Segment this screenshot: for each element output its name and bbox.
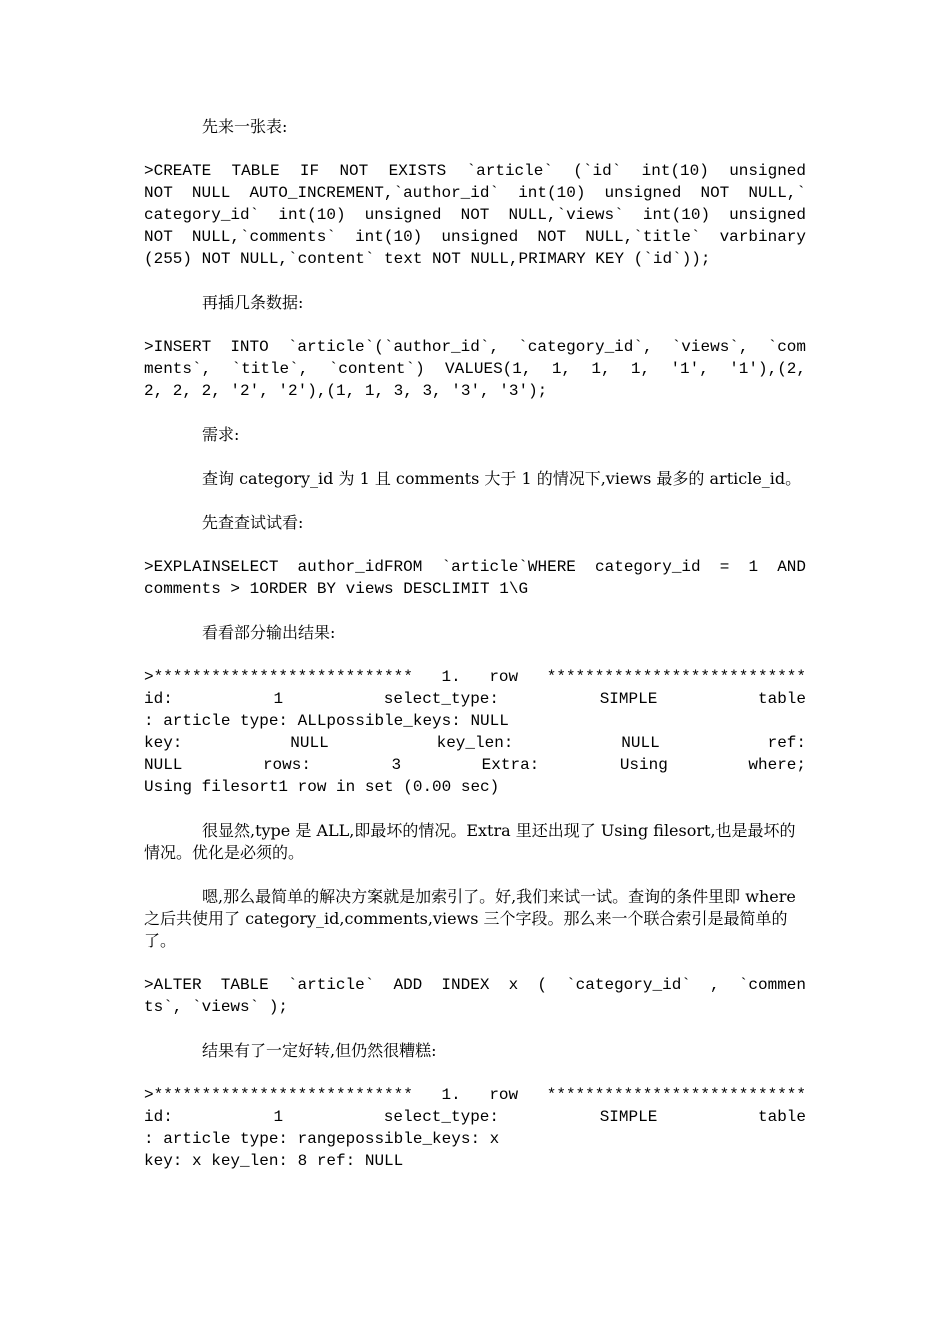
code-line: >INSERT INTO `article`(`author_id`, `category_id`, `views`, `com xyxy=(144,338,806,356)
code-line: comments > 1ORDER BY views DESCLIMIT 1\G xyxy=(144,580,529,598)
code-line: 2, 2, 2, '2', '2'),(1, 1, 3, 3, '3', '3'); xyxy=(144,382,548,400)
code-line: Using filesort1 row in set (0.00 sec) xyxy=(144,778,500,796)
code-line: category_id` int(10) unsigned NOT NULL,`views` int(10) unsigned xyxy=(144,206,806,224)
paragraph: 很显然,type 是 ALL,即最坏的情况。Extra 里还出现了 Using filesort,也是最坏的情况。优化是必须的。 xyxy=(144,821,796,862)
code-line: >*************************** 1. row *************************** xyxy=(144,668,806,686)
code-block-explain xyxy=(144,556,806,600)
code-line: >EXPLAINSELECT author_idFROM `article`WHERE category_id = 1 AND xyxy=(144,558,806,576)
code-block-alter-table xyxy=(144,974,806,1018)
paragraph: 看看部分输出结果: xyxy=(202,623,336,642)
paragraph: 先查查试试看: xyxy=(202,513,304,532)
code-line: : article type: rangepossible_keys: x xyxy=(144,1130,500,1148)
code-block-create-table xyxy=(144,160,806,270)
code-line: NULL rows: 3 Extra: Using where; xyxy=(144,756,806,774)
code-line: NOT NULL AUTO_INCREMENT,`author_id` int(10) unsigned NOT NULL,` xyxy=(144,184,806,202)
document-page xyxy=(144,116,806,1194)
code-line: key: x key_len: 8 ref: NULL xyxy=(144,1152,404,1170)
code-line: ts`, `views` ); xyxy=(144,998,289,1016)
paragraph: 查询 category_id 为 1 且 comments 大于 1 的情况下,views 最多的 article_id。 xyxy=(202,469,802,488)
paragraph: 需求: xyxy=(202,425,240,444)
code-line: (255) NOT NULL,`content` text NOT NULL,PRIMARY KEY (`id`)); xyxy=(144,250,711,268)
code-line: id: 1 select_type: SIMPLE table xyxy=(144,690,806,708)
code-line: ments`, `title`, `content`) VALUES(1, 1, 1, 1, '1', '1'),(2, xyxy=(144,360,806,378)
code-line: NOT NULL,`comments` int(10) unsigned NOT NULL,`title` varbinary xyxy=(144,228,806,246)
code-line: : article type: ALLpossible_keys: NULL xyxy=(144,712,509,730)
paragraph: 再插几条数据: xyxy=(202,293,304,312)
code-block-explain-output-2 xyxy=(144,1084,806,1172)
code-line: key: NULL key_len: NULL ref: xyxy=(144,734,806,752)
code-line: id: 1 select_type: SIMPLE table xyxy=(144,1108,806,1126)
paragraph: 嗯,那么最简单的解决方案就是加索引了。好,我们来试一试。查询的条件里即 where 之后共使用了 category_id,comments,views 三个字段。那么来一个联合索引是最简单的了。 xyxy=(144,887,796,950)
code-line: >ALTER TABLE `article` ADD INDEX x ( `category_id` , `commen xyxy=(144,976,806,994)
code-block-insert xyxy=(144,336,806,402)
code-block-explain-output-1 xyxy=(144,666,806,798)
code-line: >CREATE TABLE IF NOT EXISTS `article` (`id` int(10) unsigned xyxy=(144,162,806,180)
paragraph: 结果有了一定好转,但仍然很糟糕: xyxy=(202,1041,437,1060)
code-line: >*************************** 1. row *************************** xyxy=(144,1086,806,1104)
paragraph: 先来一张表: xyxy=(202,117,288,136)
